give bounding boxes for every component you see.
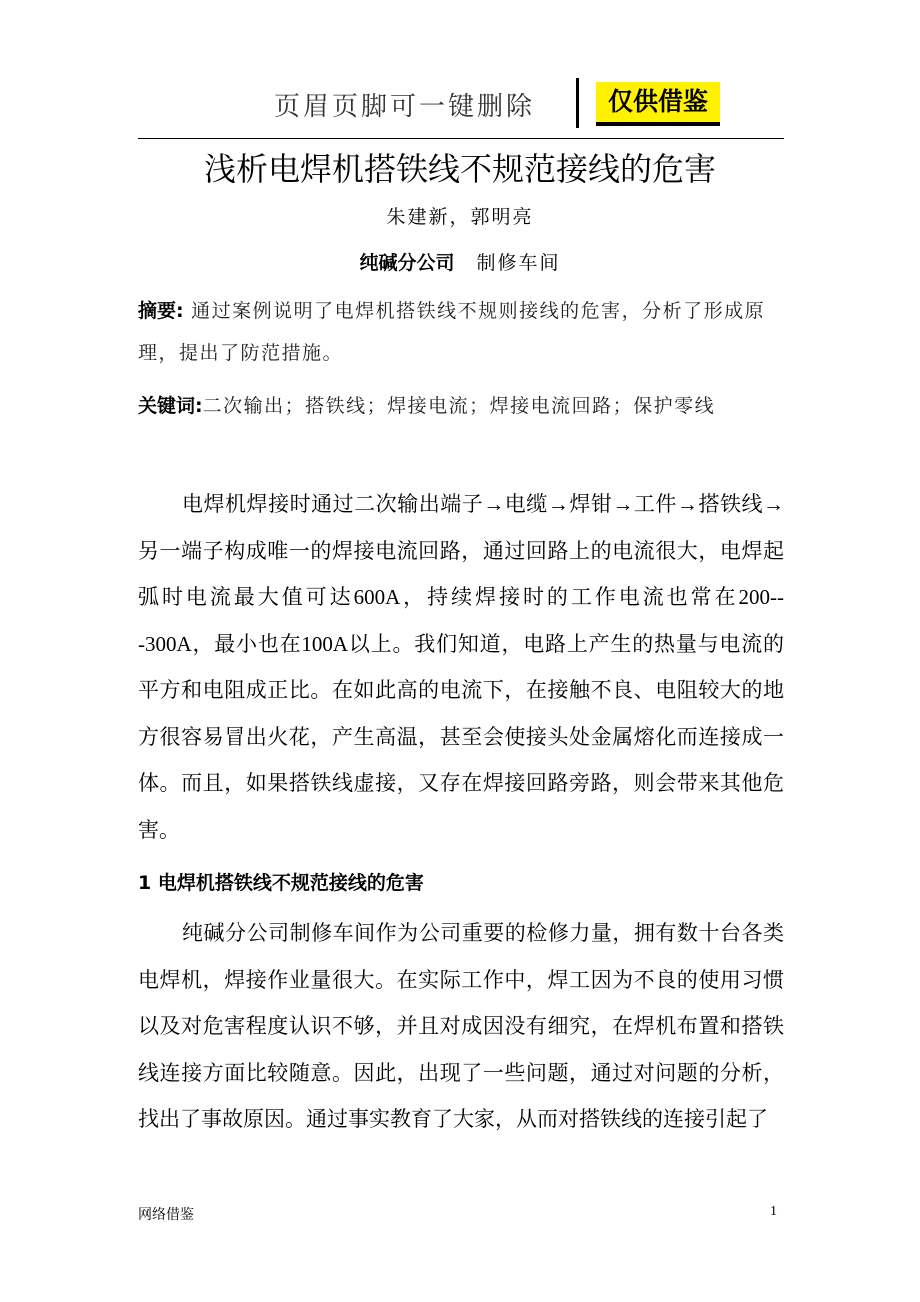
header-badge: 仅供借鉴 (596, 82, 720, 126)
abstract-text: 通过案例说明了电焊机搭铁线不规则接线的危害，分析了形成原理，提出了防范措施。 (138, 300, 766, 364)
section-heading-1: 1 电焊机搭铁线不规范接线的危害 (138, 872, 424, 894)
page-header (138, 72, 784, 139)
keywords-label: 关键词: (138, 395, 203, 417)
keywords-text: 二次输出；搭铁线；焊接电流；焊接电流回路；保护零线 (202, 395, 716, 417)
abstract-label: 摘要: (138, 300, 184, 322)
authors: 朱建新，郭明亮 (386, 206, 534, 228)
document-title: 浅析电焊机搭铁线不规范接线的危害 (203, 150, 716, 188)
page-number: 1 (770, 1204, 777, 1219)
footer-text: 网络借鉴 (138, 1207, 194, 1223)
affiliation (0, 248, 920, 275)
body-paragraph-2: 纯碱分公司制修车间作为公司重要的检修力量，拥有数十台各类电焊机，焊接作业量很大。在实际工作中，焊工因为不良的使用习惯以及对危害程度认识不够，并且对成因没有细究，在焊机布置和搭铁线连接方面比较随意。因此，出现了一些问题，通过对问题的分析，找出了事故原因。通过事实教育了大家，从而对搭铁线的连接引起了 (138, 921, 784, 1131)
keywords (138, 385, 784, 427)
body-paragraph-1: 电焊机焊接时通过二次输出端子→电缆→焊钳→工件→搭铁线→另一端子构成唯一的焊接电流回路，通过回路上的电流很大，电焊起弧时电流最大值可达600A，持续焊接时的工作电流也常在200---300A，最小也在100A以上。我们知道，电路上产生的热量与电流的平方和电阻成正比。在如此高的电流下，在接触不良、电阻较大的地方很容易冒出火花，产生高温，甚至会使接头处金属熔化而连接成一体。而且，如果搭铁线虚接，又存在焊接回路旁路，则会带来其他危害。 (138, 492, 784, 842)
header-divider (576, 78, 579, 128)
header-text: 页眉页脚可一键删除 (274, 92, 536, 122)
affiliation-unit: 制修车间 (476, 252, 561, 274)
abstract (138, 290, 784, 374)
affiliation-dept: 纯碱分公司 (359, 252, 455, 274)
